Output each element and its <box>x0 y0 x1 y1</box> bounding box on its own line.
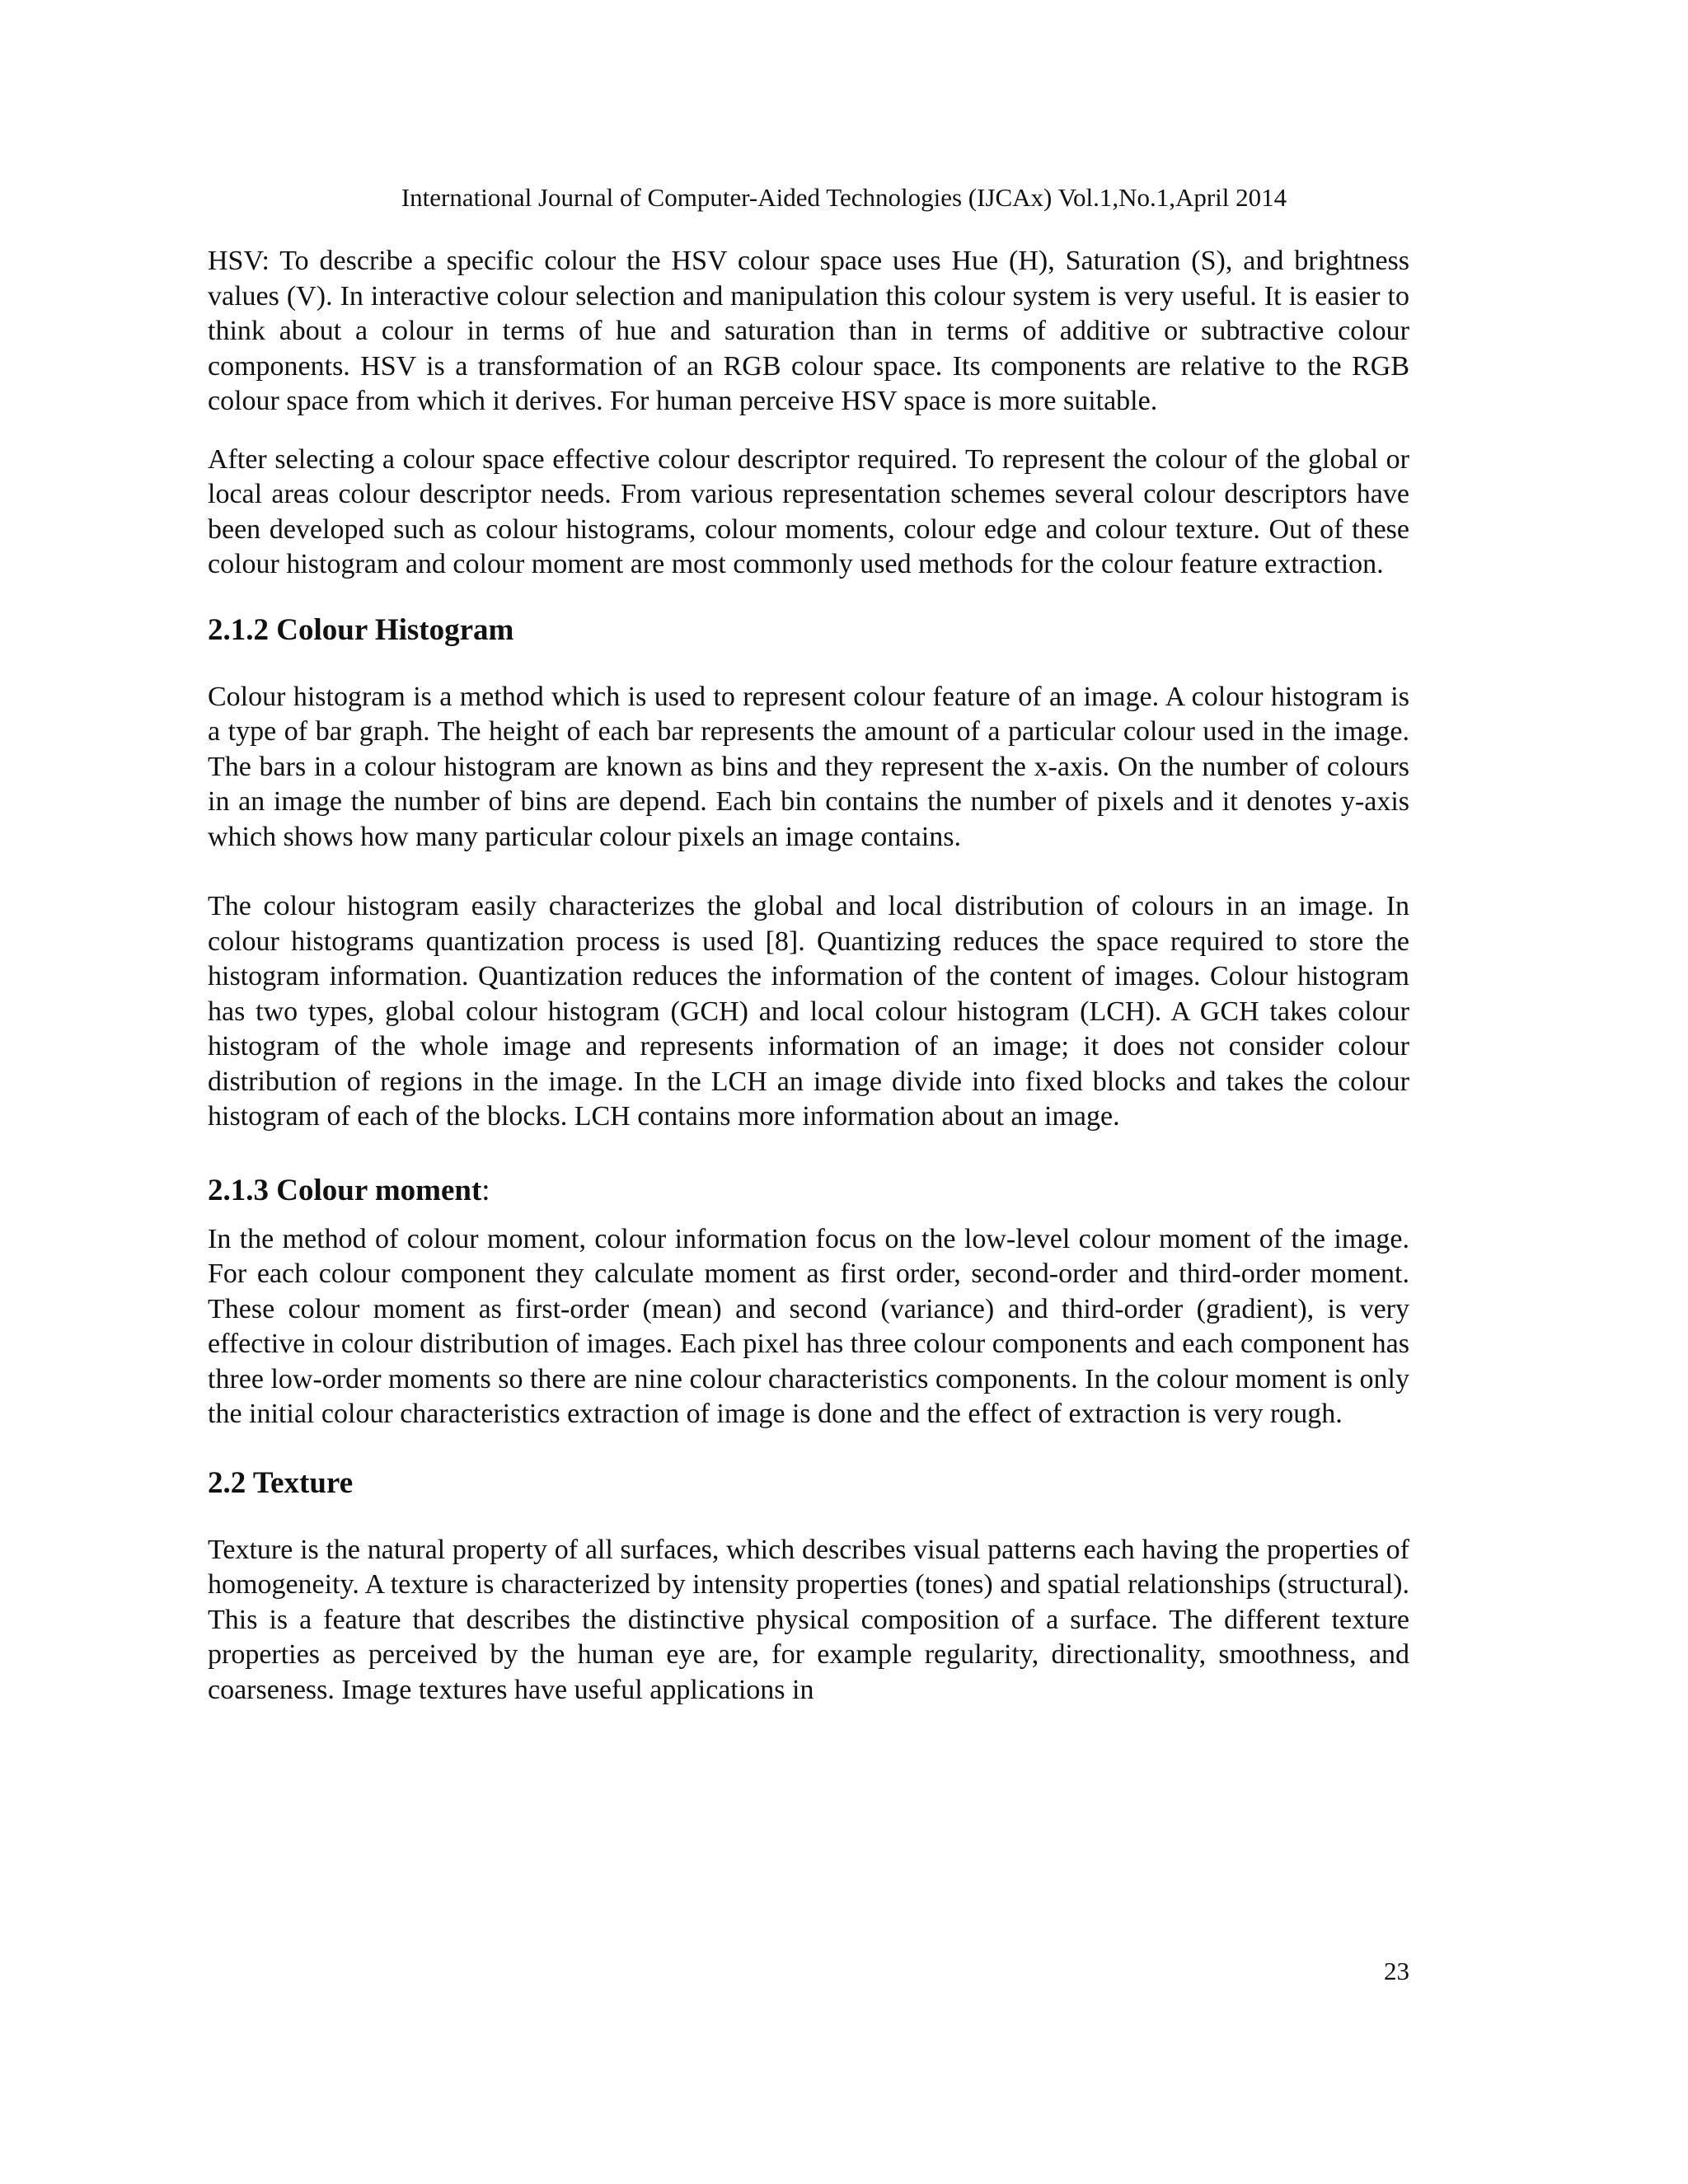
colour-histogram-paragraph-2: The colour histogram easily characterizes the global and local distribution of colours in an image. In colour histograms quantization process is used [8]. Quantizing reduces the space required to store the histogram information. Quantization reduces the information of the content of images. Colour histogram has two types, global colour histogram (GCH) and local colour histogram (LCH). A GCH takes colour histogram of the whole image and represents information of an image; it does not consider colour distribution of regions in the image. In the LCH an image divide into fixed blocks and takes the colour histogram of each of the blocks. LCH contains more information about an image. <box>208 891 1409 1132</box>
hsv-paragraph: HSV: To describe a specific colour the HSV colour space uses Hue (H), Saturation (S), and brightness values (V). In interactive colour selection and manipulation this colour system is very useful. It is easier to think about a colour in terms of hue and saturation than in terms of additive or subtractive colour components. HSV is a transformation of an RGB colour space. Its components are relative to the RGB colour space from which it derives. For human perceive HSV space is more suitable. <box>208 246 1409 416</box>
body-column <box>208 244 1409 1708</box>
section-heading-colour-moment <box>208 1173 1409 1209</box>
section-heading-texture: 2.2 Texture <box>208 1465 354 1500</box>
colour-descriptor-paragraph: After selecting a colour space effective colour descriptor required. To represent the colour of the global or local areas colour descriptor needs. From various representation schemes several colour descriptors have been developed such as colour histograms, colour moments, colour edge and colour texture. Out of these colour histogram and colour moment are most commonly used methods for the colour feature extraction. <box>208 443 1409 579</box>
section-heading-colour-histogram: 2.1.2 Colour Histogram <box>208 612 514 647</box>
colour-moment-heading-colon: : <box>481 1173 490 1207</box>
colour-histogram-paragraph-1: Colour histogram is a method which is used to represent colour feature of an image. A colour histogram is a type of bar graph. The height of each bar represents the amount of a particular colour used in the image. The bars in a colour histogram are known as bins and they represent the x-axis. On the number of colours in an image the number of bins are depend. Each bin contains the number of pixels and it denotes y-axis which shows how many particular colour pixels an image contains. <box>208 681 1409 852</box>
colour-moment-heading-text: 2.1.3 Colour moment <box>208 1173 482 1207</box>
page-number: 23 <box>1384 1957 1409 1985</box>
texture-paragraph: Texture is the natural property of all surfaces, which describes visual patterns each having the properties of homogeneity. A texture is characterized by intensity properties (tones) and spatial relationships (structural). This is a feature that describes the distinctive physical composition of a surface. The different texture properties as perceived by the human eye are, for example regularity, directionality, smoothness, and coarseness. Image textures have useful applications in <box>208 1534 1409 1705</box>
running-header: International Journal of Computer-Aided Technologies (IJCAx) Vol.1,No.1,April 2014 <box>401 183 1287 212</box>
colour-moment-paragraph: In the method of colour moment, colour information focus on the low-level colour moment of the image. For each colour component they calculate moment as first order, second-order and third-order moment. These colour moment as first-order (mean) and second (variance) and third-order (gradient), is very effective in colour distribution of images. Each pixel has three colour components and each component has three low-order moments so there are nine colour characteristics components. In the colour moment is only the initial colour characteristics extraction of image is done and the effect of extraction is very rough. <box>208 1223 1409 1429</box>
